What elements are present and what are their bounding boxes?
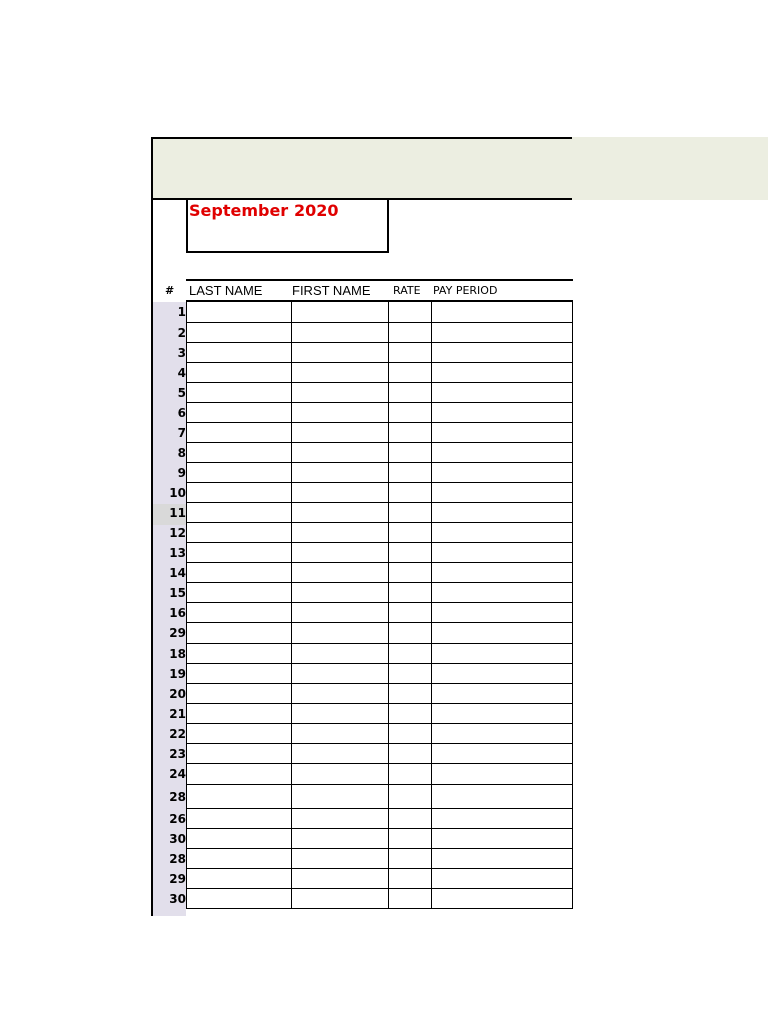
row-number: 3 [177, 346, 186, 360]
rate-cell[interactable] [388, 764, 431, 784]
first-name-cell[interactable] [291, 869, 388, 888]
last-name-cell[interactable] [186, 724, 291, 743]
row-number: 28 [169, 790, 186, 804]
last-name-cell[interactable] [186, 503, 291, 522]
first-name-cell[interactable] [291, 403, 388, 422]
rate-cell[interactable] [388, 383, 431, 402]
table-row [186, 302, 573, 323]
pay-period-cell[interactable] [431, 383, 573, 402]
row-number: 11 [169, 506, 186, 520]
header-rate: RATE [393, 284, 421, 297]
table-row [186, 423, 573, 443]
row-number: 15 [169, 586, 186, 600]
rate-cell[interactable] [388, 583, 431, 602]
header-pay-period: PAY PERIOD [433, 284, 498, 297]
last-name-cell[interactable] [186, 483, 291, 502]
table-row [186, 543, 573, 563]
pay-period-cell[interactable] [431, 869, 573, 888]
rate-cell[interactable] [388, 644, 431, 663]
pay-period-cell[interactable] [431, 809, 573, 828]
first-name-cell[interactable] [291, 809, 388, 828]
header-first-name: FIRST NAME [292, 283, 371, 298]
table-row [186, 463, 573, 483]
pay-period-cell[interactable] [431, 664, 573, 683]
row-number: 8 [177, 446, 186, 460]
row-number: 9 [177, 466, 186, 480]
pay-period-cell[interactable] [431, 603, 573, 622]
row-number: 6 [177, 406, 186, 420]
rate-cell[interactable] [388, 849, 431, 868]
pay-period-cell[interactable] [431, 785, 573, 808]
rate-cell[interactable] [388, 704, 431, 723]
row-number: 13 [169, 546, 186, 560]
pay-period-cell[interactable] [431, 704, 573, 723]
pay-period-cell[interactable] [431, 483, 573, 502]
table-row [186, 704, 573, 724]
last-name-cell[interactable] [186, 603, 291, 622]
first-name-cell[interactable] [291, 849, 388, 868]
pay-period-cell[interactable] [431, 403, 573, 422]
row-number: 14 [169, 566, 186, 580]
first-name-cell[interactable] [291, 724, 388, 743]
table-row [186, 664, 573, 684]
last-name-cell[interactable] [186, 889, 291, 908]
last-name-cell[interactable] [186, 869, 291, 888]
rate-cell[interactable] [388, 809, 431, 828]
date-box[interactable] [186, 200, 389, 253]
last-name-cell[interactable] [186, 829, 291, 848]
row-number: 20 [169, 687, 186, 701]
pay-period-cell[interactable] [431, 523, 573, 542]
row-number: 18 [169, 647, 186, 661]
table-row [186, 809, 573, 829]
table-row [186, 343, 573, 363]
table-row [186, 603, 573, 623]
first-name-cell[interactable] [291, 483, 388, 502]
pay-period-cell[interactable] [431, 724, 573, 743]
last-name-cell[interactable] [186, 785, 291, 808]
row-number: 29 [169, 872, 186, 886]
pay-period-cell[interactable] [431, 323, 573, 342]
last-name-cell[interactable] [186, 443, 291, 462]
first-name-cell[interactable] [291, 363, 388, 382]
date-year: 2020 [294, 201, 339, 220]
rate-cell[interactable] [388, 323, 431, 342]
pay-period-cell[interactable] [431, 563, 573, 582]
rate-cell[interactable] [388, 503, 431, 522]
first-name-cell[interactable] [291, 603, 388, 622]
rate-cell[interactable] [388, 463, 431, 482]
first-name-cell[interactable] [291, 704, 388, 723]
table-row [186, 563, 573, 583]
rate-cell[interactable] [388, 563, 431, 582]
last-name-cell[interactable] [186, 684, 291, 703]
rate-cell[interactable] [388, 302, 431, 322]
date-month: September [189, 201, 289, 220]
last-name-cell[interactable] [186, 523, 291, 542]
last-name-cell[interactable] [186, 403, 291, 422]
rate-cell[interactable] [388, 684, 431, 703]
row-number: 12 [169, 526, 186, 540]
first-name-cell[interactable] [291, 423, 388, 442]
last-name-cell[interactable] [186, 583, 291, 602]
row-number: 22 [169, 727, 186, 741]
first-name-cell[interactable] [291, 623, 388, 643]
pay-period-cell[interactable] [431, 684, 573, 703]
row-number: 5 [177, 386, 186, 400]
table-row [186, 483, 573, 503]
first-name-cell[interactable] [291, 583, 388, 602]
table-row [186, 383, 573, 403]
first-name-cell[interactable] [291, 503, 388, 522]
rate-cell[interactable] [388, 423, 431, 442]
pay-period-cell[interactable] [431, 623, 573, 643]
row-number: 26 [169, 812, 186, 826]
last-name-cell[interactable] [186, 423, 291, 442]
row-number: 28 [169, 852, 186, 866]
first-name-cell[interactable] [291, 523, 388, 542]
first-name-cell[interactable] [291, 443, 388, 462]
last-name-cell[interactable] [186, 849, 291, 868]
rate-cell[interactable] [388, 523, 431, 542]
first-name-cell[interactable] [291, 463, 388, 482]
row-number: 16 [169, 606, 186, 620]
row-number: 1 [177, 305, 186, 319]
rate-cell[interactable] [388, 363, 431, 382]
table-row [186, 744, 573, 764]
last-name-cell[interactable] [186, 744, 291, 763]
row-number: 2 [177, 326, 186, 340]
pay-period-cell[interactable] [431, 644, 573, 663]
rate-cell[interactable] [388, 889, 431, 908]
row-number: 30 [169, 832, 186, 846]
rate-cell[interactable] [388, 403, 431, 422]
last-name-cell[interactable] [186, 563, 291, 582]
header-top-rule [186, 279, 573, 281]
rate-cell[interactable] [388, 443, 431, 462]
table-row [186, 623, 573, 644]
pay-period-cell[interactable] [431, 443, 573, 462]
title-bar-border [151, 137, 572, 200]
first-name-cell[interactable] [291, 829, 388, 848]
table-row [186, 869, 573, 889]
table-row [186, 684, 573, 704]
table-row [186, 849, 573, 869]
table-row [186, 363, 573, 383]
last-name-cell[interactable] [186, 644, 291, 663]
pay-period-cell[interactable] [431, 543, 573, 562]
pay-period-cell[interactable] [431, 829, 573, 848]
last-name-cell[interactable] [186, 302, 291, 322]
table-row [186, 644, 573, 664]
pay-period-cell[interactable] [431, 744, 573, 763]
table-row [186, 583, 573, 603]
row-number: 23 [169, 747, 186, 761]
rate-cell[interactable] [388, 829, 431, 848]
table-row [186, 443, 573, 463]
rate-cell[interactable] [388, 603, 431, 622]
rate-cell[interactable] [388, 543, 431, 562]
table-row [186, 503, 573, 523]
rate-cell[interactable] [388, 343, 431, 362]
last-name-cell[interactable] [186, 363, 291, 382]
pay-period-cell[interactable] [431, 849, 573, 868]
row-number: 4 [177, 366, 186, 380]
last-name-cell[interactable] [186, 383, 291, 402]
last-name-cell[interactable] [186, 623, 291, 643]
first-name-cell[interactable] [291, 543, 388, 562]
table-row [186, 403, 573, 423]
rate-cell[interactable] [388, 744, 431, 763]
first-name-cell[interactable] [291, 644, 388, 663]
last-name-cell[interactable] [186, 664, 291, 683]
first-name-cell[interactable] [291, 383, 388, 402]
last-name-cell[interactable] [186, 343, 291, 362]
table-row [186, 523, 573, 543]
row-number: 30 [169, 892, 186, 906]
last-name-cell[interactable] [186, 764, 291, 784]
table-row [186, 829, 573, 849]
pay-period-cell[interactable] [431, 302, 573, 322]
first-name-cell[interactable] [291, 889, 388, 908]
first-name-cell[interactable] [291, 764, 388, 784]
rate-cell[interactable] [388, 623, 431, 643]
last-name-cell[interactable] [186, 704, 291, 723]
rate-cell[interactable] [388, 785, 431, 808]
pay-period-cell[interactable] [431, 463, 573, 482]
table-row [186, 785, 573, 809]
pay-period-cell[interactable] [431, 423, 573, 442]
row-number: 29 [169, 626, 186, 640]
last-name-cell[interactable] [186, 323, 291, 342]
first-name-cell[interactable] [291, 343, 388, 362]
row-number: 21 [169, 707, 186, 721]
first-name-cell[interactable] [291, 664, 388, 683]
table-row [186, 724, 573, 744]
first-name-cell[interactable] [291, 744, 388, 763]
header-number: # [165, 284, 175, 297]
row-number: 10 [169, 486, 186, 500]
pay-period-cell[interactable] [431, 363, 573, 382]
last-name-cell[interactable] [186, 543, 291, 562]
last-name-cell[interactable] [186, 463, 291, 482]
first-name-cell[interactable] [291, 323, 388, 342]
first-name-cell[interactable] [291, 785, 388, 808]
header-last-name: LAST NAME [189, 283, 263, 298]
row-number: 24 [169, 767, 186, 781]
table-row [186, 889, 573, 909]
rate-cell[interactable] [388, 483, 431, 502]
pay-period-cell[interactable] [431, 889, 573, 908]
rate-cell[interactable] [388, 664, 431, 683]
first-name-cell[interactable] [291, 302, 388, 322]
table-row [186, 323, 573, 343]
first-name-cell[interactable] [291, 684, 388, 703]
first-name-cell[interactable] [291, 563, 388, 582]
pay-period-cell[interactable] [431, 503, 573, 522]
rate-cell[interactable] [388, 869, 431, 888]
pay-period-cell[interactable] [431, 764, 573, 784]
row-number: 19 [169, 667, 186, 681]
table-row [186, 764, 573, 785]
row-number: 7 [177, 426, 186, 440]
pay-period-cell[interactable] [431, 583, 573, 602]
pay-period-cell[interactable] [431, 343, 573, 362]
last-name-cell[interactable] [186, 809, 291, 828]
rate-cell[interactable] [388, 724, 431, 743]
